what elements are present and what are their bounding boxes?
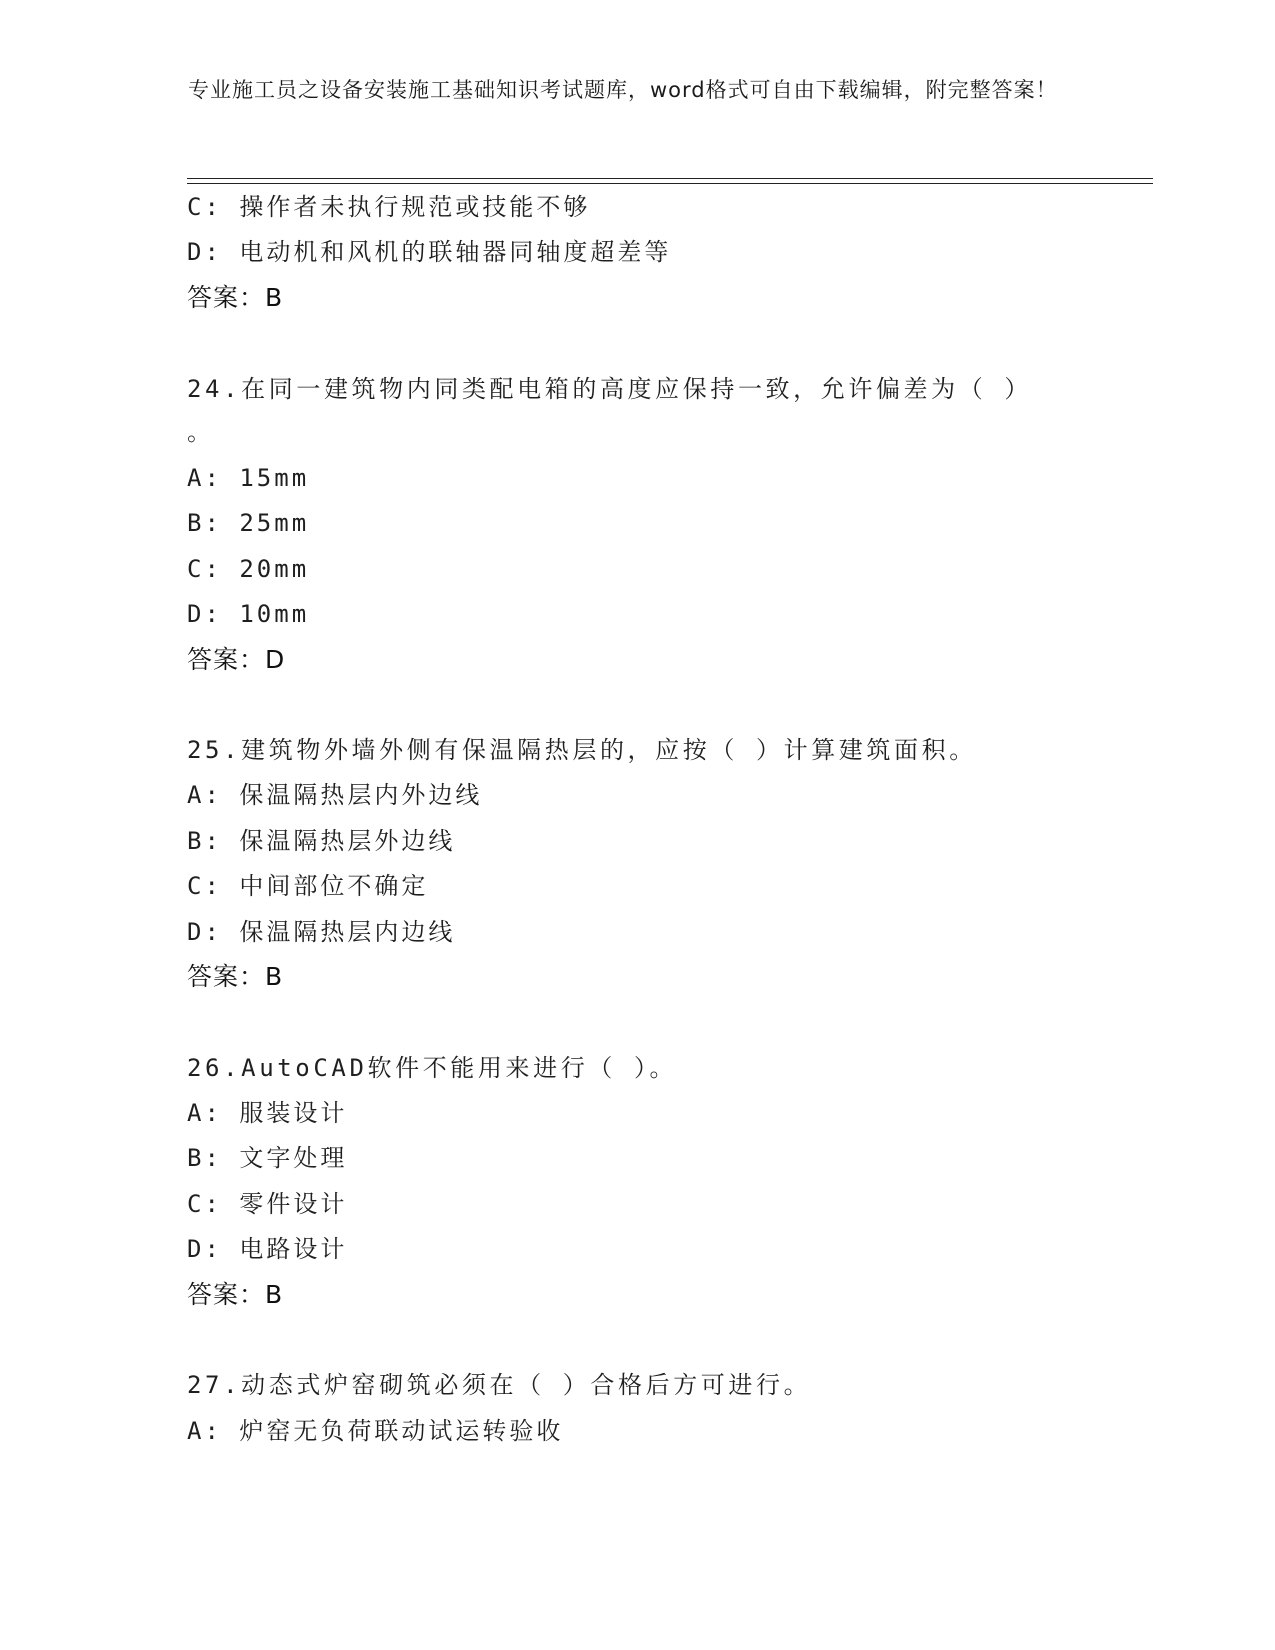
- question-24-answer: 答案：D: [187, 645, 286, 674]
- question-25-option-d: D: 保温隔热层内边线: [187, 918, 456, 946]
- question-25-option-c: C: 中间部位不确定: [187, 872, 429, 900]
- document-header: 专业施工员之设备安装施工基础知识考试题库，word格式可自由下载编辑，附完整答案！: [188, 78, 1058, 102]
- question-26-option-d: D: 电路设计: [187, 1235, 348, 1263]
- question-24-option-d: D: 10mm: [187, 600, 310, 628]
- option-d: D: 电动机和风机的联轴器同轴度超差等: [187, 238, 672, 266]
- question-27-stem: 27.动态式炉窑砌筑必须在（ ）合格后方可进行。: [187, 1371, 812, 1399]
- option-c: C: 操作者未执行规范或技能不够: [187, 193, 591, 221]
- question-24-stem-continued: 。: [187, 418, 214, 446]
- question-24-stem: 24.在同一建筑物内同类配电箱的高度应保持一致，允许偏差为（ ）: [187, 375, 1032, 403]
- question-24-option-b: B: 25mm: [187, 509, 310, 537]
- question-26-answer: 答案：B: [187, 1280, 284, 1309]
- question-26-option-b: B: 文字处理: [187, 1144, 348, 1172]
- question-25-answer: 答案：B: [187, 962, 284, 991]
- question-27-option-a: A: 炉窑无负荷联动试运转验收: [187, 1417, 564, 1445]
- question-26-stem: 26.AutoCAD软件不能用来进行（ ）。: [187, 1054, 678, 1082]
- answer-line: 答案：B: [187, 283, 284, 312]
- question-25-stem: 25.建筑物外墙外侧有保温隔热层的，应按（ ）计算建筑面积。: [187, 736, 977, 764]
- question-25-option-a: A: 保温隔热层内外边线: [187, 781, 483, 809]
- question-26-option-c: C: 零件设计: [187, 1190, 348, 1218]
- question-25-option-b: B: 保温隔热层外边线: [187, 827, 456, 855]
- question-24-option-c: C: 20mm: [187, 555, 310, 583]
- header-divider-bottom: [187, 183, 1153, 184]
- question-26-option-a: A: 服装设计: [187, 1099, 348, 1127]
- question-24-option-a: A: 15mm: [187, 464, 310, 492]
- header-divider-top: [187, 178, 1153, 179]
